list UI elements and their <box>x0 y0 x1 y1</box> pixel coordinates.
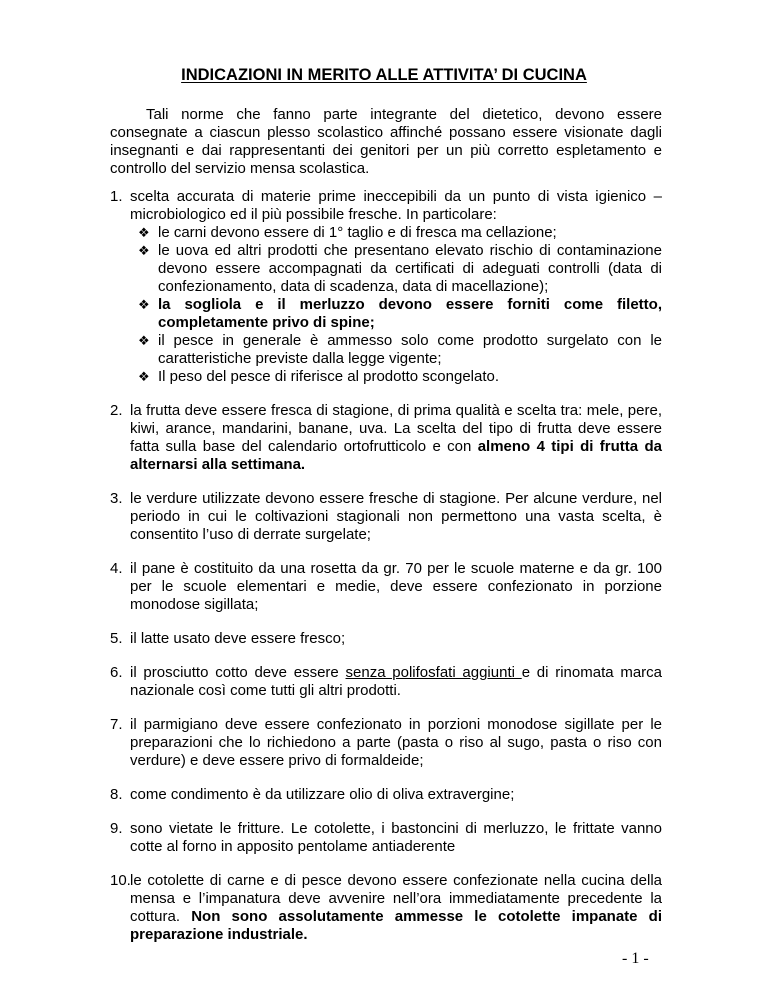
page-number: - 1 - <box>622 950 649 967</box>
sub-bullet: ❖ il pesce in generale è ammesso solo come prodotto surgelato con le caratteristiche previste dalla legge vigente; <box>138 332 662 367</box>
intro-paragraph: Tali norme che fanno parte integrante del dietetico, devono essere consegnate a ciascun plesso scolastico affinché possano essere visionate dagli insegnanti e dai rappresentanti dei genitori per un più corretto espletamento e controllo del servizio mensa scolastica. <box>110 106 662 177</box>
diamond-bullet-icon: ❖ <box>138 225 150 240</box>
item-number: 1. <box>110 188 123 205</box>
list-item <box>110 490 662 544</box>
sub-bullet-list <box>130 224 662 386</box>
item-text-after: e di rinomata marca nazionale così come tutti gli altri prodotti. <box>130 664 662 699</box>
item-text: scelta accurata di materie prime ineccepibili da un punto di vista igienico – microbiologico ed il più possibile fresche. In particolare: <box>130 188 662 223</box>
list-item <box>110 560 662 614</box>
diamond-bullet-icon: ❖ <box>138 333 150 348</box>
item-bold-text: almeno 4 tipi di frutta da alternarsi alla settimana. <box>130 438 662 473</box>
item-text: come condimento è da utilizzare olio di oliva extravergine; <box>130 786 515 803</box>
item-number: 6. <box>110 664 123 681</box>
item-number: 8. <box>110 786 123 803</box>
rules-list <box>110 188 662 960</box>
sub-bullet: ❖ le uova ed altri prodotti che presentano elevato rischio di contaminazione devono essere accompagnati da certificati di adeguati controlli (data di confezionamento, data di scadenza, data di macellazione); <box>138 242 662 295</box>
sub-bullet: ❖ Il peso del pesce di riferisce al prodotto scongelato. <box>138 368 500 385</box>
list-item <box>110 716 662 770</box>
item-text: il parmigiano deve essere confezionato in porzioni monodose sigillate per le preparazioni che lo richiedono a parte (pasta o riso al sugo, pasta o riso con verdure) e deve essere privo di formaldeide; <box>130 716 662 769</box>
list-item <box>110 820 662 856</box>
item-number: 2. <box>110 402 123 419</box>
item-text: le cotolette di carne e di pesce devono essere confezionate nella cucina della mensa e l’impanatura deve avvenire nell’ora immediatamente precedente la cottura. <box>130 872 662 925</box>
sub-bullet: ❖ le carni devono essere di 1° taglio e di fresca ma cellazione; <box>138 224 557 241</box>
item-underlined-text: senza polifosfati aggiunti <box>345 664 522 681</box>
page-title: INDICAZIONI IN MERITO ALLE ATTIVITA’ DI CUCINA <box>181 66 587 84</box>
item-text: sono vietate le fritture. Le cotolette, i bastoncini di merluzzo, le frittate vanno cotte al forno in apposito pentolame antiaderente <box>130 820 662 855</box>
item-number: 3. <box>110 490 123 507</box>
list-item <box>110 630 662 648</box>
item-number: 4. <box>110 560 123 577</box>
item-number: 9. <box>110 820 123 837</box>
diamond-bullet-icon: ❖ <box>138 369 150 384</box>
item-text: il latte usato deve essere fresco; <box>130 630 346 647</box>
list-item <box>110 402 662 474</box>
list-item <box>110 664 662 700</box>
item-number: 5. <box>110 630 123 647</box>
list-item <box>110 872 662 944</box>
diamond-bullet-icon: ❖ <box>138 243 150 258</box>
item-number: 7. <box>110 716 123 733</box>
item-text: il prosciutto cotto deve essere <box>130 664 346 681</box>
item-text: la frutta deve essere fresca di stagione, di prima qualità e scelta tra: mele, pere, kiwi, arance, mandarini, banane, uva. La scelta del tipo di frutta deve essere fatta sulla base del calendario ortofrutticolo e con <box>130 402 662 455</box>
diamond-bullet-icon: ❖ <box>138 297 150 312</box>
list-item <box>110 786 662 804</box>
item-number: 10. <box>110 872 131 889</box>
item-bold-text: Non sono assolutamente ammesse le cotolette impanate di preparazione industriale. <box>130 908 662 943</box>
sub-bullet: ❖ la sogliola e il merluzzo devono essere forniti come filetto, completamente privo di spine; <box>138 296 662 331</box>
item-text: le verdure utilizzate devono essere fresche di stagione. Per alcune verdure, nel periodo in cui le coltivazioni stagionali non permettono una vasta scelta, è consentito l’uso di derrate surgelate; <box>130 490 662 543</box>
item-text: il pane è costituito da una rosetta da gr. 70 per le scuole materne e da gr. 100 per le scuole elementari e medie, deve essere confezionato in porzione monodose sigillata; <box>130 560 662 613</box>
list-item <box>110 188 662 386</box>
